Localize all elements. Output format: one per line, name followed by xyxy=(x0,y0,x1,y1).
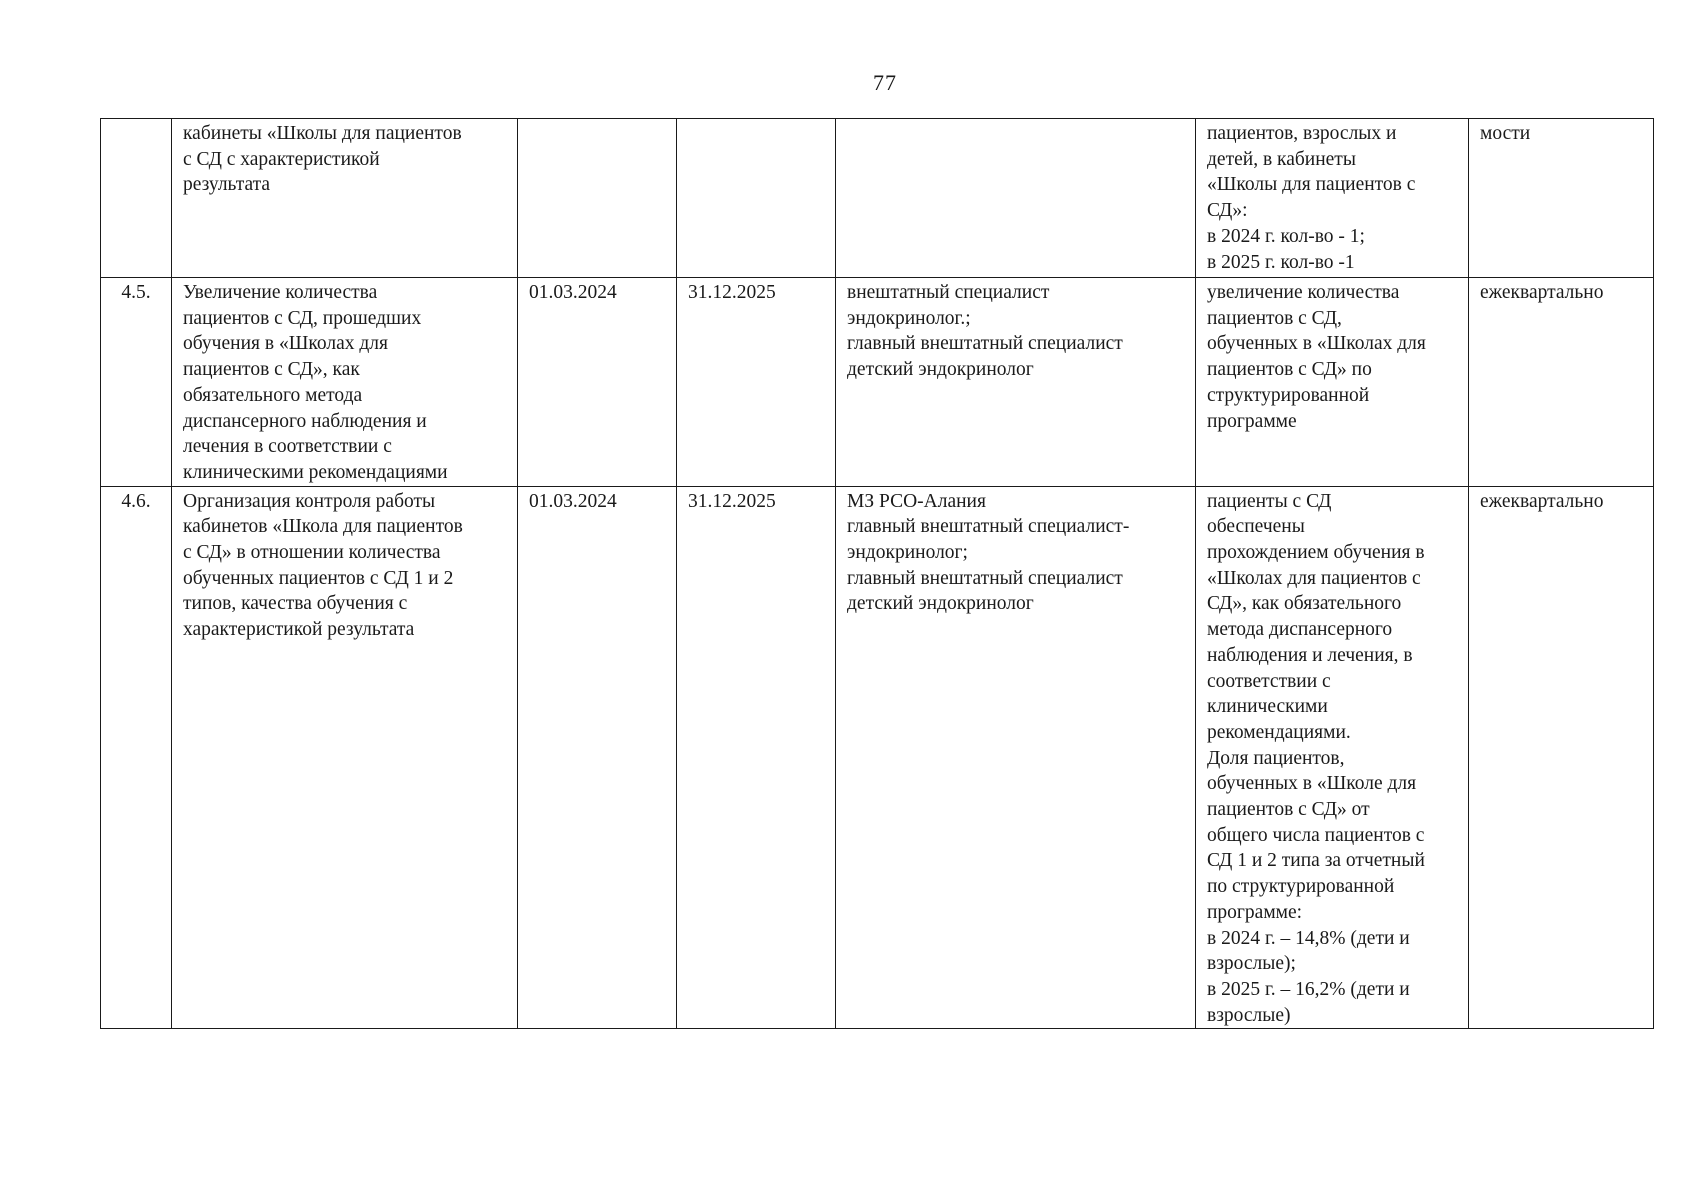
frequency-cell: ежеквартально xyxy=(1469,486,1654,1029)
table-row xyxy=(101,486,1654,1029)
frequency-cell: ежеквартально xyxy=(1469,278,1654,487)
event-cell: Увеличение количества пациентов с СД, прошедших обучения в «Школах для пациентов с СД», как обязательного метода диспансерного наблюдения и лечения в соответствии с клиническими рекомендациями xyxy=(172,278,518,487)
result-cell: пациенты с СД обеспечены прохождением обучения в «Школах для пациентов с СД», как обязательного метода диспансерного наблюдения и лечения, в соответствии с клиническими рекомендациями. Доля пациентов, обученных в «Школе для пациентов с СД» от общего числа пациентов с СД 1 и 2 типа за отчетный по структурированной программе: в 2024 г. – 14,8% (дети и взрослые); в 2025 г. – 16,2% (дети и взрослые) xyxy=(1196,486,1469,1029)
table-row xyxy=(101,119,1654,278)
start-date-cell: 01.03.2024 xyxy=(518,278,677,487)
end-date-cell: 31.12.2025 xyxy=(677,278,836,487)
responsible-cell: МЗ РСО-Алания главный внештатный специалист- эндокринолог; главный внештатный специалист детский эндокринолог xyxy=(836,486,1196,1029)
row-number-cell xyxy=(101,119,172,278)
table-row xyxy=(101,278,1654,487)
frequency-cell: мости xyxy=(1469,119,1654,278)
event-cell: кабинеты «Школы для пациентов с СД с характеристикой результата xyxy=(172,119,518,278)
start-date-cell xyxy=(518,119,677,278)
end-date-cell: 31.12.2025 xyxy=(677,486,836,1029)
row-number-cell: 4.5. xyxy=(101,278,172,487)
page-number: 77 xyxy=(873,70,897,95)
result-cell: увеличение количества пациентов с СД, обученных в «Школах для пациентов с СД» по структурированной программе xyxy=(1196,278,1469,487)
row-number-cell: 4.6. xyxy=(101,486,172,1029)
responsible-cell: внештатный специалист эндокринолог.; главный внештатный специалист детский эндокринолог xyxy=(836,278,1196,487)
result-cell: пациентов, взрослых и детей, в кабинеты «Школы для пациентов с СД»: в 2024 г. кол-во - 1; в 2025 г. кол-во -1 xyxy=(1196,119,1469,278)
responsible-cell xyxy=(836,119,1196,278)
start-date-cell: 01.03.2024 xyxy=(518,486,677,1029)
event-cell: Организация контроля работы кабинетов «Школа для пациентов с СД» в отношении количества обученных пациентов с СД 1 и 2 типов, качества обучения с характеристикой результата xyxy=(172,486,518,1029)
action-plan-table xyxy=(100,118,1654,1029)
end-date-cell xyxy=(677,119,836,278)
